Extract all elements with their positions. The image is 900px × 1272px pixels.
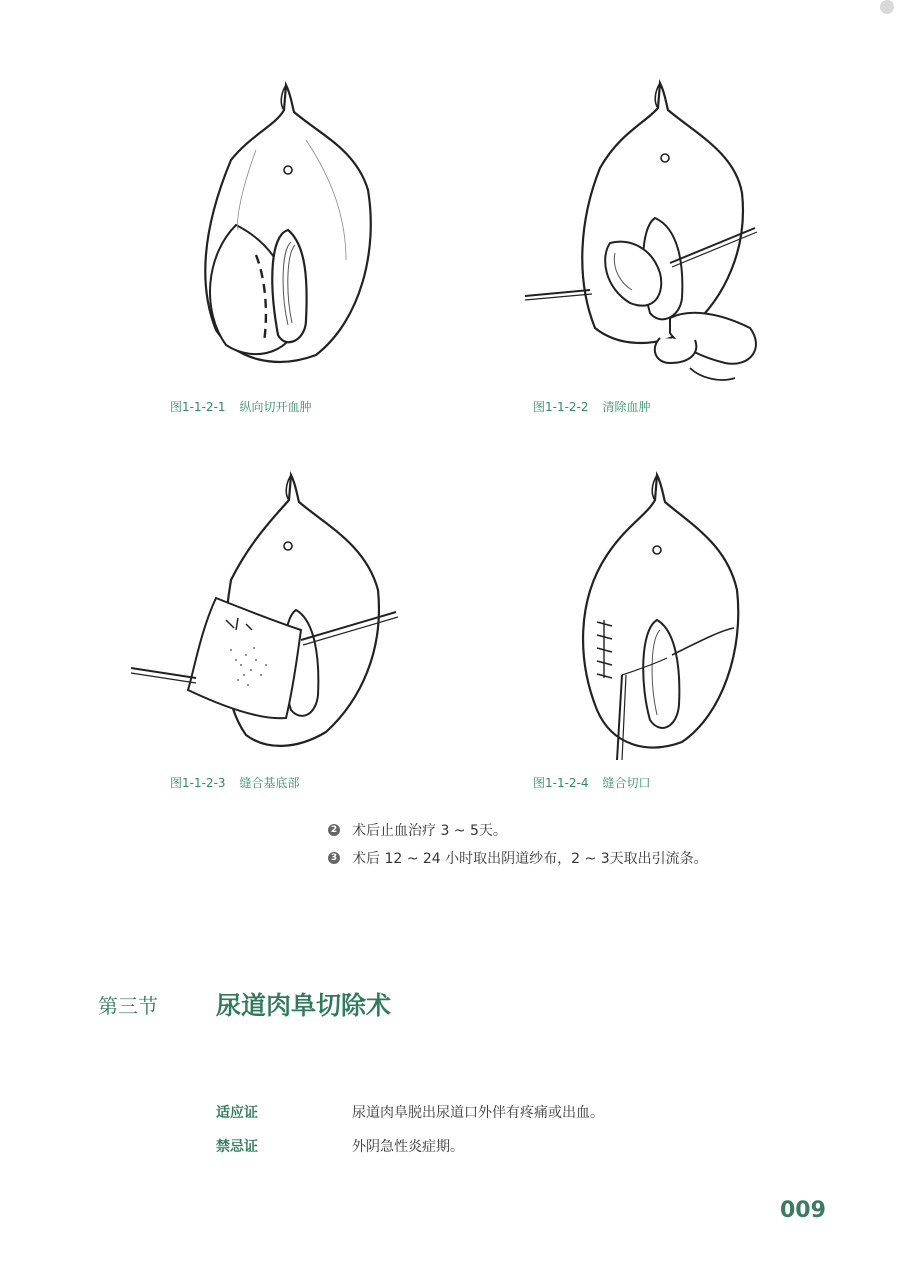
figure-caption-text: 纵向切开血肿 [239,400,312,414]
figure-caption-text: 缝合基底部 [239,776,300,790]
section-title: 尿道肉阜切除术 [216,991,392,1020]
figure-caption-text: 清除血肿 [602,400,651,414]
figure-caption [170,398,312,415]
figure-number: 图1-1-2-4 [533,776,589,790]
section-label: 第三节 [98,994,158,1018]
step-number-badge: 3 [328,852,340,864]
figure-number: 图1-1-2-1 [170,400,226,414]
step-text: 术后 12 ~ 24 小时取出阴道纱布，2 ~ 3天取出引流条。 [352,851,708,867]
figure-number: 图1-1-2-2 [533,400,589,414]
page-number: 009 [780,1198,826,1223]
corner-tab [880,0,894,14]
figure-caption-text: 缝合切口 [602,776,651,790]
definition-term: 禁忌证 [216,1139,258,1155]
definition-term: 适应证 [216,1105,258,1121]
figure-caption [533,774,651,791]
figure-3-illustration [126,470,406,760]
figure-2-illustration [520,78,770,388]
step-number-badge: 2 [328,824,340,836]
figure-4-illustration [562,470,762,770]
figure-caption [170,774,300,791]
figure-caption [533,398,651,415]
definition-text: 外阴急性炎症期。 [352,1139,464,1155]
figure-number: 图1-1-2-3 [170,776,226,790]
step-text: 术后止血治疗 3 ~ 5天。 [352,823,507,839]
list-item [328,818,708,842]
figure-1-illustration [196,80,396,370]
list-item [328,846,708,870]
postoperative-steps [328,818,708,874]
definition-text: 尿道肉阜脱出尿道口外伴有疼痛或出血。 [352,1105,604,1121]
